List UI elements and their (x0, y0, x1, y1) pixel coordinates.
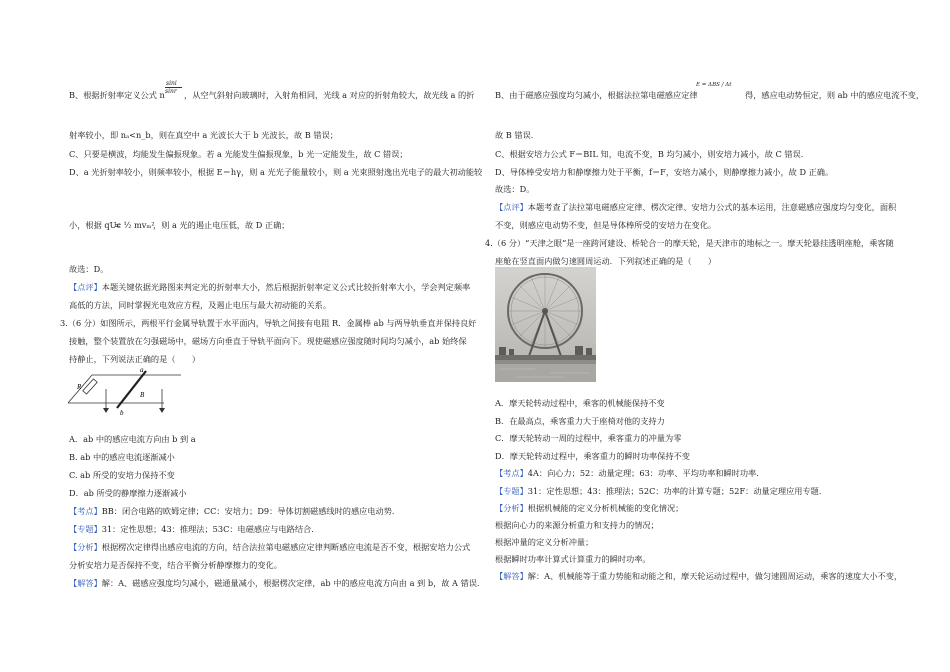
left-b-line (69, 90, 165, 101)
label-b: b (120, 409, 124, 417)
left-comment-2: 高低的方法，同时掌握光电效应方程，及遏止电压与最大初动能的关系。 (69, 300, 332, 310)
fenxi-text: 根据机械能的定义分析机械能的变化情况； (527, 503, 684, 513)
zhuanti-tag: 【专题】 (495, 486, 528, 496)
q4-option-b: B．在最高点，乘客重力大于座椅对他的支持力 (495, 416, 665, 426)
right-comment-1 (495, 202, 896, 213)
zhuanti-tag: 【专题】 (69, 524, 102, 534)
kaodian-text: 4A：向心力；52：动量定理；63：功率、平均功率和瞬时功率． (527, 468, 765, 478)
left-b-frac-den: sinr (165, 88, 177, 95)
ferris-wheel-photo (495, 267, 596, 382)
jieda-text: 解：A、磁感应强度均匀减小，磁通量减小，根据楞次定律，ab 中的感应电流方向由 a 到 b，故 A 错误． (101, 578, 486, 588)
q3-zhuanti (69, 524, 319, 535)
q3-line3: 持静止，下列说法正确的是（ ） (69, 354, 201, 364)
q4-kaodian (495, 468, 764, 479)
left-option-c: C、只要是横波，均能发生偏振现象。若 a 光能发生偏振现象，b 光一定能发生，故 C 错误； (69, 149, 408, 159)
fenxi-text: 根据楞次定律得出感应电流的方向，结合法拉第电磁感应定律判断感应电流是否不变，根据安培力公式 (101, 542, 471, 552)
q3-jieda (69, 578, 485, 589)
right-answer: 故选：D。 (495, 184, 535, 194)
resistor (83, 379, 97, 394)
right-b-frac: E = ΔBS / Δt (696, 82, 732, 88)
label-B: B (140, 391, 145, 399)
text: B、根据折射率定义公式 n (69, 90, 165, 100)
left-d2-formula: = ½ mvₘ² (114, 220, 155, 230)
kaodian-text: BB：闭合电路的欧姆定律；CC：安培力；D9：导体切割磁感线时的感应电动势． (101, 506, 401, 516)
q4-line1: 4.（6 分）“天津之眼”是一座跨河建设、桥轮合一的摩天轮，是天津市的地标之一。摩天轮悬挂透明座舱，乘客随 (485, 238, 894, 248)
jieda-text: 解：A、机械能等于重力势能和动能之和，摩天轮运动过程中，做匀速圆周运动，乘客的速度大小不变， (527, 571, 903, 581)
right-b2: 故 B 错误． (495, 130, 539, 140)
q3-line1: 3.（6 分）如图所示，两根平行金属导轨置于水平面内，导轨之间接有电阻 R．金属棒 ab 与两导轨垂直并保持良好 (60, 318, 477, 328)
q3-fenxi-1 (69, 542, 470, 553)
q4-fenxi-1 (495, 503, 683, 514)
comment-tag: 【点评】 (69, 282, 102, 292)
zhuanti-text: 31：定性思想；43：推理法；53C：电磁感应与电路结合． (101, 524, 320, 534)
left-d2-post: ，则 a 光的遏止电压低，故 D 正确； (153, 220, 290, 230)
left-answer: 故选：D。 (69, 264, 109, 274)
right-b-post: 得，感应电动势恒定，则 ab 中的感应电流不变， (745, 90, 925, 100)
kaodian-tag: 【考点】 (69, 506, 102, 516)
q4-fenxi-4: 根据瞬时功率计算式计算重力的瞬时功率。 (495, 554, 651, 564)
comment-tag: 【点评】 (495, 202, 528, 212)
q4-fenxi-2: 根据向心力的来源分析重力和支持力的情况； (495, 520, 659, 530)
label-a: a (140, 367, 144, 374)
q4-jieda (495, 571, 902, 582)
left-b-post: ，从空气斜射向玻璃时，入射角相同，光线 a 对应的折射角较大，故光线 a 的折 (184, 90, 475, 100)
q4-zhuanti (495, 486, 827, 497)
q3-option-c: C. ab 所受的安培力保持不变 (69, 470, 175, 480)
fenxi-tag: 【分析】 (495, 503, 528, 513)
q4-option-a: A．摩天轮转动过程中，乘客的机械能保持不变 (495, 398, 665, 408)
jieda-tag: 【解答】 (69, 578, 102, 588)
q4-line2: 座舱在竖直面内做匀速圆周运动．下列叙述正确的是（ ） (495, 256, 717, 266)
q3-option-a: A．ab 中的感应电流方向由 b 到 a (69, 434, 196, 444)
q4-fenxi-3: 根据冲量的定义分析冲量； (495, 537, 594, 547)
q3-fenxi-2: 分析安培力是否保持不变，结合平衡分析静摩擦力的变化。 (69, 560, 282, 570)
q3-line2: 接触，整个装置放在匀强磁场中，磁场方向垂直于导轨平面向下。现使磁感应强度随时间均匀减小，ab 始终保 (69, 336, 467, 346)
left-b-cont: 射率较小，即 nₐ<n_b，则在真空中 a 光波长大于 b 光波长，故 B 错误； (69, 130, 338, 140)
q3-option-b: B. ab 中的感应电流逐渐减小 (69, 452, 175, 462)
left-comment-1 (69, 282, 470, 293)
q3-figure (68, 367, 184, 417)
left-option-d1: D、a 光折射率较小，则频率较小，根据 E＝hγ，则 a 光光子能量较小，则 a 光束照射逸出光电子的最大初动能较 (69, 167, 483, 177)
q3-kaodian (69, 506, 400, 517)
q3-option-d: D．ab 所受的静摩擦力逐渐减小 (69, 488, 187, 498)
q4-option-d: D．摩天轮转动过程中，乘客重力的瞬时功率保持不变 (495, 451, 690, 461)
zhuanti-text: 31：定性思想；43：推理法；52C：功率的计算专题；52F：动量定理应用专题． (527, 486, 828, 496)
comment-text: 本题关键依据光路图来判定光的折射率大小，然后根据折射率定义公式比较折射率大小，学会判定频率 (101, 282, 471, 292)
right-option-c: C、根据安培力公式 F＝BIL 知，电流不变，B 均匀减小，则安培力减小，故 C 错误． (495, 149, 809, 159)
left-d2-pre: 小，根据 qUc (69, 220, 122, 230)
right-b-pre: B、由于磁感应强度均匀减小，根据法拉第电磁感应定律 (495, 90, 698, 100)
label-R: R (77, 383, 82, 391)
rod-ab (117, 371, 146, 408)
right-comment-2: 不变，则感应电动势不变，但是导体棒所受的安培力在变化。 (495, 220, 717, 230)
kaodian-tag: 【考点】 (495, 468, 528, 478)
right-option-d: D、导体棒受安培力和静摩擦力处于平衡，f＝F，安培力减小，则静摩擦力减小，故 D 正确。 (495, 167, 834, 177)
field-arrowhead-1 (103, 408, 109, 413)
fenxi-tag: 【分析】 (69, 542, 102, 552)
field-arrowhead-2 (159, 408, 165, 413)
jieda-tag: 【解答】 (495, 571, 528, 581)
comment-text: 本题考查了法拉第电磁感应定律、楞次定律、安培力公式的基本运用，注意磁感应强度均匀变化，面积 (527, 202, 897, 212)
q4-option-c: C．摩天轮转动一周的过程中，乘客重力的冲量为零 (495, 433, 682, 443)
ferris-wheel-image (495, 267, 596, 382)
left-b-frac-num: sini (166, 80, 177, 87)
